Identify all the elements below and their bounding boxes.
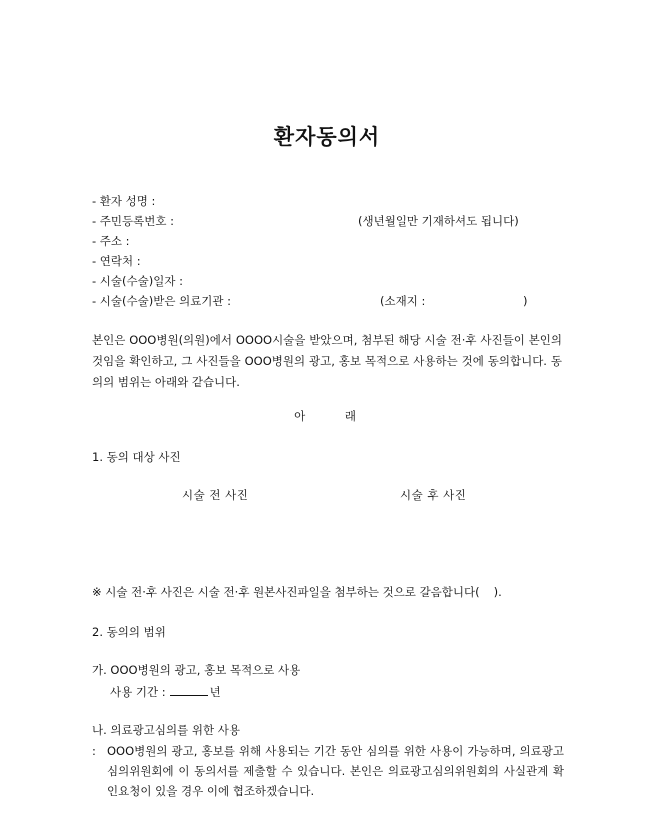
subsection-na-body [92,741,564,801]
field-resident-number [92,213,572,233]
usage-period-blank[interactable] [170,683,208,696]
note-prefix: ※ 시술 전·후 사진은 시술 전·후 원본사진파일을 첨부하는 것으로 갈음합니다( [92,585,480,599]
field-address [92,233,572,253]
below-heading-left: 아 [294,409,310,423]
location-close: ) [523,294,528,308]
field-patient-name [92,193,572,213]
below-heading [0,408,654,424]
field-contact [92,253,572,273]
document-title: 환자동의서 [273,124,381,149]
consent-paragraph: 본인은 OOO병원(의원)에서 OOOO시술을 받았으며, 첨부된 해당 시술 전·후 사진들이 본인의 것임을 확인하고, 그 사진들을 OOO병원의 광고, 홍보 목적으로 사용하는 것에 동의합니다. 동의의 범위는 아래와 같습니다. [92,333,562,389]
na-body-text: OOO병원의 광고, 홍보를 위해 사용되는 기간 동안 심의를 위한 사용이 가능하며, 의료광고심의위원회에 이 동의서를 제출할 수 있습니다. 본인은 의료광고심의위원회의 사실관계 확인요청이 있을 경우 이에 협조하겠습니다. [107,744,564,798]
location-label: (소재지 : [380,294,426,308]
note-suffix: ). [493,585,502,599]
usage-period-label: 사용 기간 : [110,685,166,699]
patient-info-fields [92,193,572,313]
subsection-ga-title: 가. OOO병원의 광고, 홍보 목적으로 사용 [92,663,301,677]
contact-label: - 연락처 : [92,254,141,268]
photo-attachment-note [92,584,572,600]
section1-title: 1. 동의 대상 사진 [92,450,181,464]
usage-period [110,683,221,700]
institution-label: - 시술(수술)받은 의료기관 : [92,294,232,308]
patient-name-label: - 환자 성명 : [92,194,156,208]
usage-period-unit: 년 [209,685,221,699]
procedure-date-label: - 시술(수술)일자 : [92,274,183,288]
resident-number-note: (생년월일만 기재하셔도 됩니다) [358,214,519,228]
section2-title: 2. 동의의 범위 [92,625,166,639]
below-heading-right: 래 [344,409,360,423]
photo-after-label: 시술 후 사진 [400,488,467,502]
resident-number-label: - 주민등록번호 : [92,214,174,228]
subsection-na-title: 나. 의료광고심의를 위한 사용 [92,723,240,737]
na-colon: : [92,744,96,758]
field-procedure-date [92,273,572,293]
field-institution [92,293,572,313]
photo-before-label: 시술 전 사진 [182,488,249,502]
address-label: - 주소 : [92,234,130,248]
